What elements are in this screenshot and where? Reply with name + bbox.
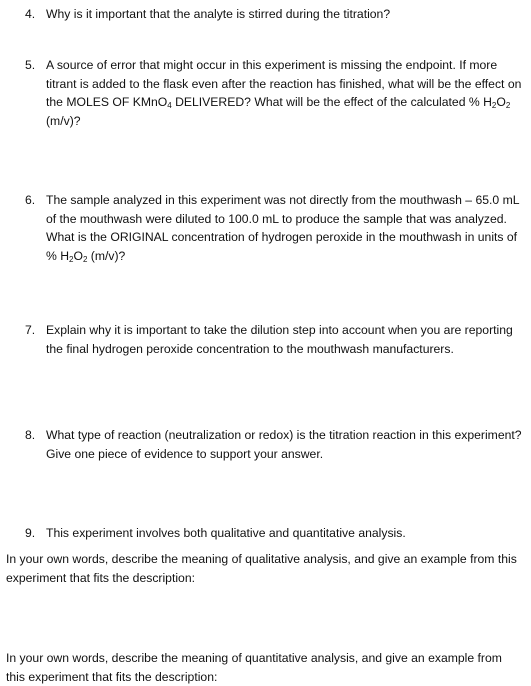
question-5 bbox=[25, 56, 525, 130]
qualitative-prompt: In your own words, describe the meaning of qualitative analysis, and give an example from this experiment that fits the description: bbox=[6, 552, 517, 585]
question-7 bbox=[25, 321, 525, 358]
question-9 bbox=[25, 524, 525, 543]
question-text: The sample analyzed in this experiment was not directly from the mouthwash – 65.0 mL of the mouthwash were diluted to 100.0 mL to produce the sample that was analyzed. What is the ORIGINAL concentration of hydrogen peroxide in the mouthwash in units of % $H_2O_2$ (m/v)? bbox=[46, 193, 520, 264]
quantitative-prompt: In your own words, describe the meaning of quantitative analysis, and give an example from this experiment that fits the description: bbox=[6, 651, 502, 684]
question-8 bbox=[25, 426, 525, 463]
question-text: Why is it important that the analyte is stirred during the titration? bbox=[46, 7, 391, 21]
question-number: 5. bbox=[25, 58, 36, 72]
question-text: What type of reaction (neutralization or redox) is the titration reaction in this experiment? Give one piece of evidence to support your answer. bbox=[46, 428, 522, 461]
question-text: A source of error that might occur in this experiment is missing the endpoint. If more titrant is added to the flask even after the reaction has finished, what will be the effect on the MOLES OF KMnO$_4$ DELIVERED? What will be the effect of the calculated % $H_2O_2$ (m/v)? bbox=[46, 58, 522, 128]
question-number: 8. bbox=[25, 428, 36, 442]
question-number: 4. bbox=[25, 7, 36, 21]
question-number: 6. bbox=[25, 193, 36, 207]
question-number: 9. bbox=[25, 526, 36, 540]
question-text: Explain why it is important to take the dilution step into account when you are reporting the final hydrogen peroxide concentration to the mouthwash manufacturers. bbox=[46, 323, 513, 356]
question-6 bbox=[25, 191, 525, 265]
question-text: This experiment involves both qualitative and quantitative analysis. bbox=[46, 526, 406, 540]
question-number: 7. bbox=[25, 323, 36, 337]
question-4 bbox=[25, 5, 525, 24]
